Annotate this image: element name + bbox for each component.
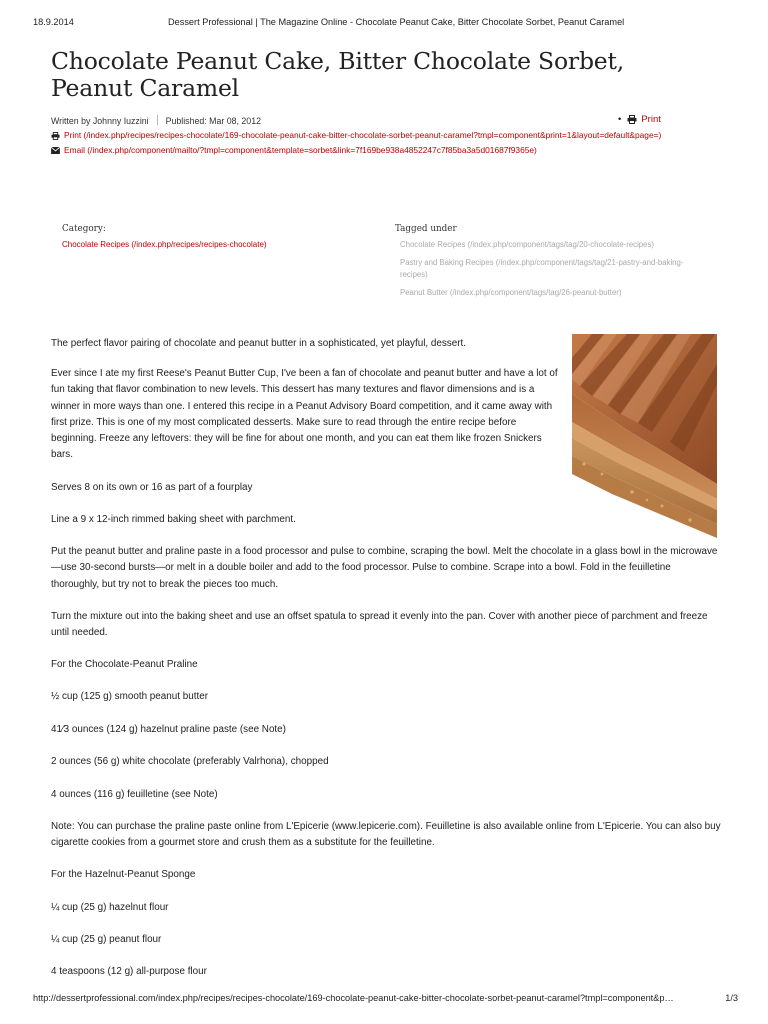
ingredient: ½ cup (125 g) smooth peanut butter bbox=[51, 691, 209, 702]
paragraph: Ever since I ate my first Reese's Peanut Butter Cup, I've been a fan of chocolate and peanut butter and have a lot of fun taking that flavor combination to new levels. This dessert has many textures and flavor dimensions and is a winner in more ways than one. I entered this recipe in a Peanut Advisory Board competition, and it came away with first prize. This is one of my most complicated desserts. Make sure to read through the entire recipe before beginning. Freeze any leftovers: they will be fine for about one month, and you can eat them like frozen Snickers bars. bbox=[51, 368, 558, 461]
category-label: Category: bbox=[62, 224, 106, 234]
section-heading: For the Hazelnut-Peanut Sponge bbox=[51, 869, 196, 880]
paragraph: Turn the mixture out into the baking sheet and use an offset spatula to spread it evenly into the pan. Cover with another piece of parchment and freeze until needed. bbox=[51, 611, 708, 639]
printer-icon bbox=[627, 115, 637, 124]
page-number: 1/3 bbox=[725, 993, 738, 1003]
print-link[interactable] bbox=[51, 130, 661, 140]
paragraph: The perfect flavor pairing of chocolate and peanut butter in a sophisticated, yet playful, dessert. bbox=[51, 338, 466, 349]
ingredient: 4 ounces (116 g) feuilletine (see Note) bbox=[51, 789, 218, 800]
ingredient: ¼ cup (25 g) hazelnut flour bbox=[51, 902, 169, 913]
paragraph: Line a 9 x 12-inch rimmed baking sheet with parchment. bbox=[51, 514, 296, 525]
ingredient: 4 teaspoons (12 g) all-purpose flour bbox=[51, 966, 207, 977]
tag-link[interactable]: Peanut Butter (/index.php/component/tags/tag/26-peanut-butter) bbox=[400, 288, 622, 297]
tag-link[interactable]: Pastry and Baking Recipes (/index.php/component/tags/tag/21-pastry-and-baking-recipes) bbox=[400, 258, 684, 279]
print-url: http://dessertprofessional.com/index.php/recipes/recipes-chocolate/169-chocolate-peanut-cake-bitter-chocolate-sorbet-peanut-caramel?tmpl=component&p… bbox=[33, 993, 674, 1003]
section-heading: For the Chocolate-Peanut Praline bbox=[51, 659, 198, 670]
print-label: Print bbox=[641, 114, 661, 125]
email-link[interactable] bbox=[51, 145, 537, 155]
paragraph: Put the peanut butter and praline paste in a food processor and pulse to combine, scraping the bowl. Melt the chocolate in a glass bowl in the microwave—use 30-second bursts—or melt in a double boiler and add to the food processor. Pulse to combine. Scrape into a bowl. Fold in the feuilletine thoroughly, but try not to break the pieces too much. bbox=[51, 546, 718, 590]
article-title: Chocolate Peanut Cake, Bitter Chocolate Sorbet, Peanut Caramel bbox=[51, 47, 625, 102]
print-link-text: Print (/index.php/recipes/recipes-chocolate/169-chocolate-peanut-cake-bitter-chocolate-sorbet-peanut-caramel?tmpl=component&print=1&layout=default&page=) bbox=[64, 130, 662, 140]
envelope-icon bbox=[51, 147, 60, 154]
author: Written by Johnny Iuzzini bbox=[51, 116, 149, 126]
email-link-text: Email (/index.php/component/mailto/?tmpl=component&template=sorbet&link=7f169be938a4852247c7f85ba3a5d01687f9365e) bbox=[64, 145, 537, 155]
print-page-title: Dessert Professional | The Magazine Online - Chocolate Peanut Cake, Bitter Chocolate Sorbet, Peanut Caramel bbox=[168, 17, 625, 27]
print-date: 18.9.2014 bbox=[33, 17, 74, 27]
ingredient: ¼ cup (25 g) peanut flour bbox=[51, 934, 162, 945]
byline-divider bbox=[157, 115, 158, 125]
tagged-under-label: Tagged under bbox=[395, 224, 457, 234]
byline bbox=[51, 115, 261, 126]
ingredient: 2 ounces (56 g) white chocolate (preferably Valrhona), chopped bbox=[51, 756, 329, 767]
tag-list bbox=[400, 239, 700, 305]
ingredient: 41⁄3 ounces (124 g) hazelnut praline paste (see Note) bbox=[51, 724, 286, 735]
print-button[interactable] bbox=[618, 114, 661, 125]
paragraph: Serves 8 on its own or 16 as part of a fourplay bbox=[51, 482, 253, 493]
print-footer bbox=[33, 993, 738, 1007]
printer-icon bbox=[51, 132, 60, 140]
print-header bbox=[33, 17, 748, 31]
bullet: • bbox=[618, 114, 622, 125]
published-date: Published: Mar 08, 2012 bbox=[165, 116, 261, 126]
cake-photo bbox=[572, 334, 717, 538]
category-link[interactable]: Chocolate Recipes (/index.php/recipes/recipes-chocolate) bbox=[62, 240, 267, 249]
tag-link[interactable]: Chocolate Recipes (/index.php/component/tags/tag/20-chocolate-recipes) bbox=[400, 240, 654, 249]
note: Note: You can purchase the praline paste online from L'Epicerie (www.lepicerie.com). Feuilletine is also available online from L'Epicerie. You can also buy cigarette cookies from a gourmet store and crush them as a substitute for the feuilletine. bbox=[51, 821, 721, 849]
